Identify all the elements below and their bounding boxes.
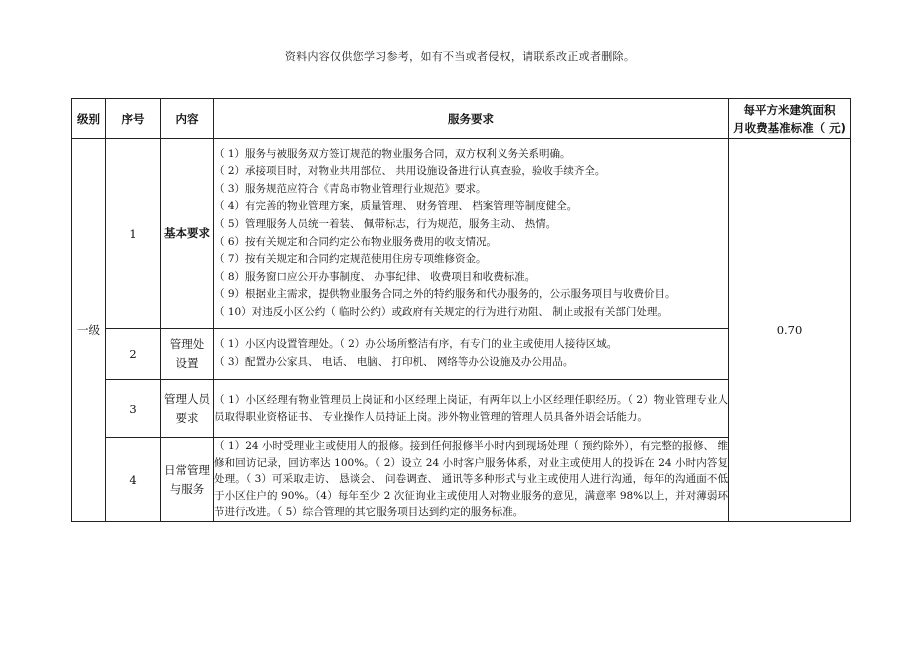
- header-price-line2: 月收费基准标准（ 元): [733, 120, 846, 135]
- row-content-line: 日常管理: [164, 462, 210, 477]
- requirement-item: （ 7）按有关规定和合同约定规范使用住房专项维修资金。: [214, 253, 487, 266]
- row-requirements: （ 1）24 小时受理业主或使用人的报修。接到任何报修半小时内到现场处理（ 预约除外），有完整的报修、 维修和回访记录，回访率达 100%。（ 2）设立 24 小时客户服务体系，对业主或使用人的投诉在 24 小时内答复处理。（ 3）可采取走访、 恳谈会、 问卷调查、 通讯等多种形式与业主或使用人进行沟通，每年的沟通面不低于小区住户的 90%。（4）每年至少 2 次征询业主或使用人对物业服务的意见，满意率 98%以上，并对薄弱环节进行改进。（ 5）综合管理的其它服务项目达到约定的服务标准。: [214, 438, 729, 522]
- row-content: 基本要求: [161, 139, 214, 329]
- row-content-line: 管理处: [169, 337, 205, 351]
- requirement-item: （ 9）根据业主需求，提供物业服务合同之外的特约服务和代办服务的，公示服务项目与收费价目。: [214, 288, 676, 301]
- requirement-item: （ 1）服务与被服务双方签订规范的物业服务合同，双方权利义务关系明确。: [214, 147, 571, 160]
- row-content-line: 管理人员: [164, 391, 210, 406]
- requirement-item: （ 3）配置办公家具、 电话、 电脑、 打印机、 网络等办公设施及办公用品。: [214, 356, 574, 368]
- requirement-item: （ 10）对违反小区公约（ 临时公约）或政府有关规定的行为进行劝阻、 制止或报有关部门处理。: [214, 305, 668, 318]
- requirement-item: （ 5）管理服务人员统一着装、 佩带标志，行为规范，服务主动、 热情。: [214, 217, 557, 230]
- row-requirements: [214, 329, 729, 380]
- disclaimer-text: 资料内容仅供您学习参考，如有不当或者侵权，请联系改正或者删除。: [284, 50, 636, 63]
- header-level: 级别: [72, 99, 106, 139]
- requirement-item: （ 2）承接项目时，对物业共用部位、 共用设施设备进行认真查验，验收手续齐全。: [214, 165, 606, 178]
- row-requirements: [214, 139, 729, 329]
- requirement-item: （ 8）服务窗口应公开办事制度、 办事纪律、 收费项目和收费标准。: [214, 270, 536, 283]
- row-number: 1: [106, 139, 161, 329]
- header-price: [729, 99, 851, 139]
- row-number: 3: [106, 380, 161, 438]
- header-number: 序号: [106, 99, 161, 139]
- row-content-line: 要求: [175, 410, 199, 425]
- row-content: [161, 438, 214, 522]
- row-content-line: 与服务: [169, 481, 205, 496]
- row-content-line: 设置: [175, 356, 199, 370]
- level-cell: 一级: [72, 139, 106, 522]
- row-content: [161, 329, 214, 380]
- table-row: [72, 139, 851, 329]
- service-standard-table: [71, 98, 851, 522]
- header-price-line1: 每平方米建筑面积: [743, 102, 836, 117]
- row-requirements: （ 1）小区经理有物业管理员上岗证和小区经理上岗证，有两年以上小区经理任职经历。（ 2）物业管理专业人员取得职业资格证书、 专业操作人员持证上岗。涉外物业管理的管理人员具备外语会话能力。: [214, 380, 729, 438]
- header-content: 内容: [161, 99, 214, 139]
- row-number: 4: [106, 438, 161, 522]
- header-row: [72, 99, 851, 139]
- requirement-item: （ 6）按有关规定和合同约定公布物业服务费用的收支情况。: [214, 235, 498, 248]
- header-requirements: 服务要求: [214, 99, 729, 139]
- requirement-item: （ 3）服务规范应符合《青岛市物业管理行业规范》要求。: [214, 182, 487, 195]
- row-number: 2: [106, 329, 161, 380]
- price-value: 0.70: [729, 139, 851, 522]
- row-content: [161, 380, 214, 438]
- requirement-item: （ 4）有完善的物业管理方案，质量管理、 财务管理、 档案管理等制度健全。: [214, 200, 578, 213]
- requirement-item: （ 1）小区内设置管理处。（ 2）办公场所整洁有序，有专门的业主或使用人接待区域。: [214, 338, 618, 351]
